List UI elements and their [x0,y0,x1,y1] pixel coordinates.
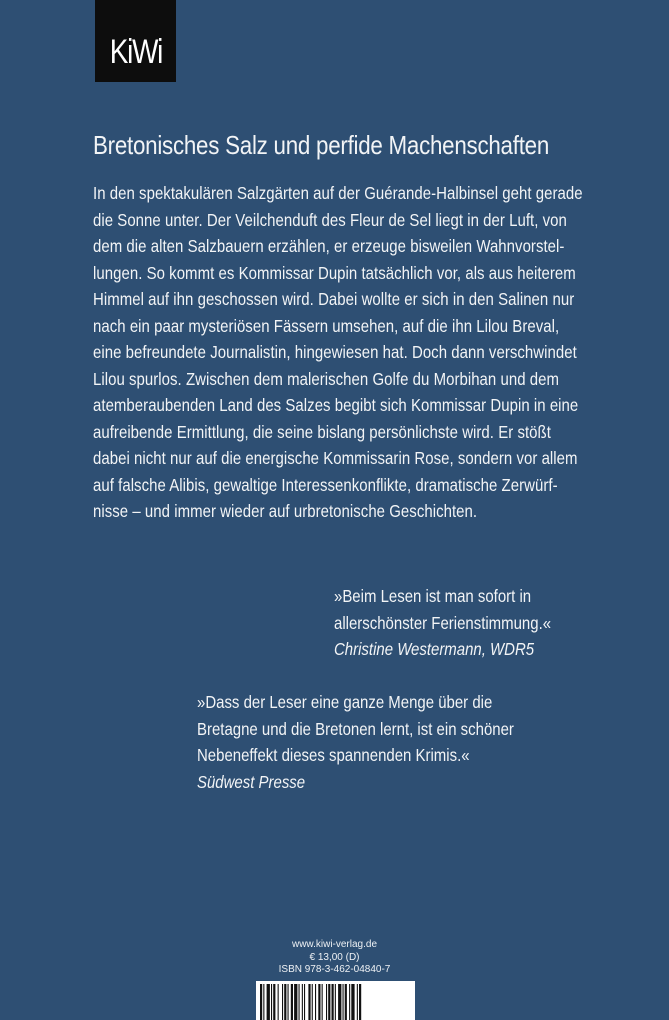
barcode-bar [278,984,279,1020]
barcode-bar [273,984,275,1020]
logo-text: KiWi [109,33,162,71]
barcode-bar [308,984,310,1020]
barcode-bar [284,984,286,1020]
barcode-bar [326,984,327,1020]
barcode-bar [359,984,361,1020]
quote-source: Christine Westermann, WDR5 [334,639,535,659]
barcode [256,981,415,1020]
barcode-graphic [256,981,415,1020]
barcode-bar [328,984,330,1020]
blurb-line: Lilou spurlos. Zwischen dem malerischen Golfe du Morbihan und dem [93,368,560,389]
quote-line: Nebeneffekt dieses spannenden Krimis.« [197,745,470,765]
blurb-line: die Sonne unter. Der Veilchenduft des Fleur de Sel liegt in der Luft, von [93,209,567,230]
quote-line: »Beim Lesen ist man sofort in [334,586,532,606]
barcode-bar [357,984,358,1020]
barcode-bar [282,984,283,1020]
blurb-line: dabei nicht nur auf die energische Kommissarin Rose, sondern vor allem [93,448,578,468]
blurb-line: eine befreundete Journalistin, hingewiesen hat. Doch dann verschwindet [93,342,577,362]
blurb-line: In den spektakulären Salzgärten auf der Guérande-Halbinsel geht gerade [93,183,583,203]
publisher-website: www.kiwi-verlag.de [291,939,378,950]
barcode-bar [351,984,354,1020]
blurb-line: aufreibende Ermittlung, die seine bislang persönlichste wird. Er stößt [93,421,551,442]
isbn: ISBN 978-3-462-04840-7 [278,964,391,975]
barcode-bar [318,984,320,1020]
barcode-bar [343,984,344,1020]
blurb-line: nisse – und immer wieder auf urbretonische Geschichten. [93,501,478,521]
headline: Bretonisches Salz und perfide Machenschaften [93,130,550,160]
barcode-bar [349,984,350,1020]
barcode-bar [291,984,293,1020]
blurb-line: Himmel auf ihn geschossen wird. Dabei wollte er sich in den Salinen nur [93,289,575,309]
barcode-bar [267,984,270,1020]
barcode-bar [299,984,300,1020]
blurb-line: lungen. So kommt es Kommissar Dupin tatsächlich vor, als aus heiterem [93,262,576,283]
price: € 13,00 (D) [309,951,360,963]
barcode-bar [260,984,262,1020]
blurb [93,180,597,525]
quote-line: allerschönster Ferienstimmung.« [334,612,552,633]
quote-source: Südwest Presse [197,771,306,792]
barcode-bar [263,984,264,1020]
blurb-line: atemberaubenden Land des Salzes begibt sich Kommissar Dupin in eine [93,395,579,415]
blurb-line: dem die alten Salzbauern erzählen, er erzeuge bisweilen Wahnvorstel- [93,236,565,256]
barcode-bar [335,984,336,1020]
publisher-info [200,939,469,977]
blurb-line: nach ein paar mysteriösen Fässern umsehen, auf die ihn Lilou Breval, [93,315,560,336]
barcode-bar [312,984,313,1020]
barcode-bar [345,984,347,1020]
barcode-bar [271,984,272,1020]
barcode-bar [332,984,334,1020]
quote-line: »Dass der Leser eine ganze Menge über die [197,692,493,712]
barcode-bar [304,984,305,1020]
barcode-bar [302,984,303,1020]
review-quote [334,583,551,663]
barcode-bar [288,984,289,1020]
barcode-bar [338,984,341,1020]
quote-line: Bretagne und die Bretonen lernt, ist ein schöner [197,718,514,739]
barcode-bar [315,984,316,1020]
barcode-bar [294,984,297,1020]
blurb-line: auf falsche Alibis, gewaltige Interessenkonflikte, dramatische Zerwürf- [93,474,558,495]
review-quote [197,689,514,795]
publisher-logo [95,0,176,82]
barcode-bar [322,984,323,1020]
